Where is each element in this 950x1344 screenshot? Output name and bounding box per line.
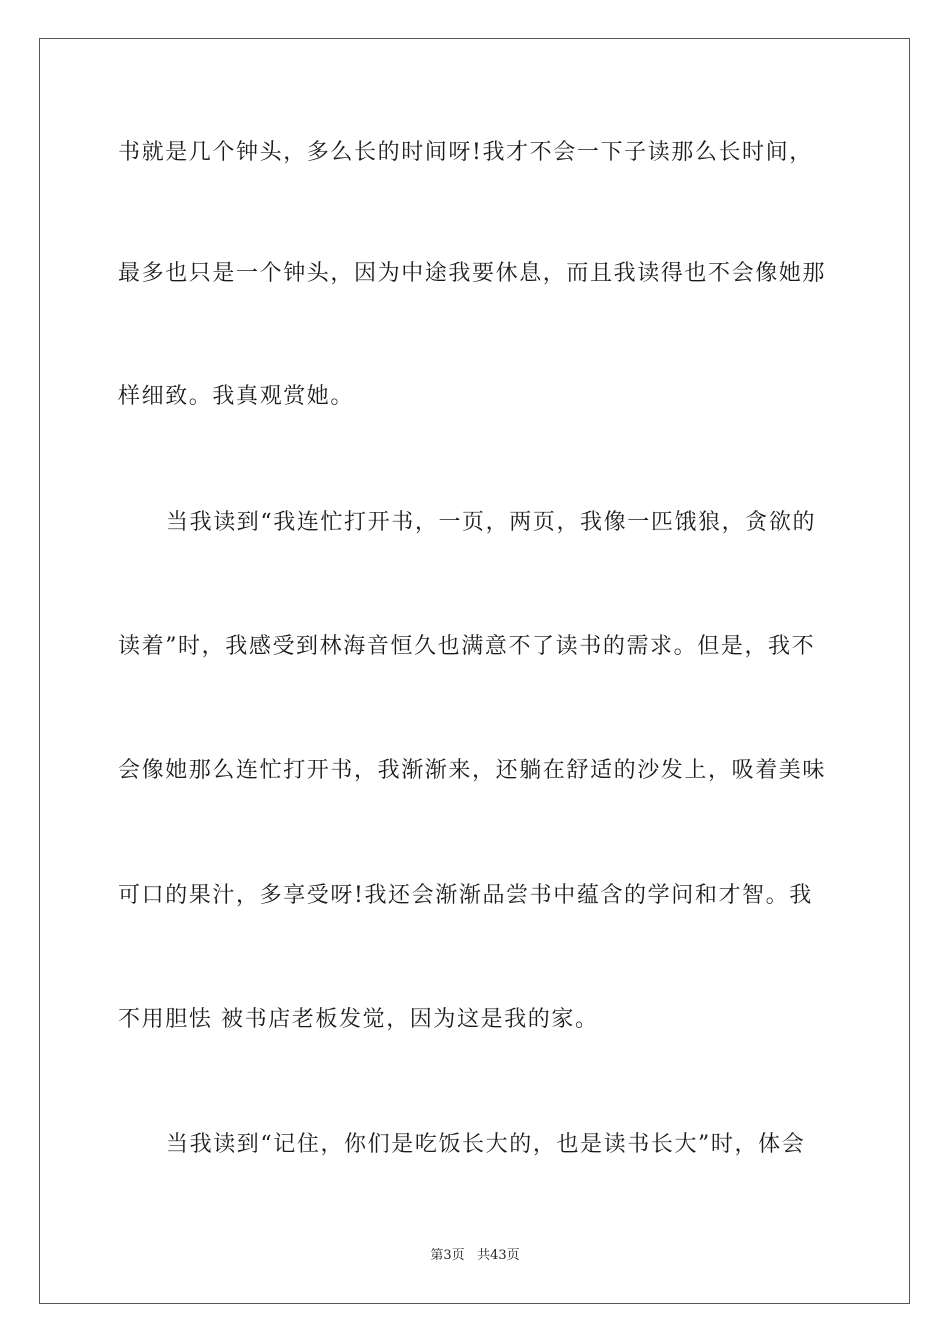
paragraph-line-8: 不用胆怯 被书店老板发觉，因为这是我的家。 <box>118 1007 599 1032</box>
paragraph-line-6: 会像她那么连忙打开书，我渐渐来，还躺在舒适的沙发上，吸着美味 <box>118 758 827 783</box>
paragraph-line-1: 书就是几个钟头，多么长的时间呀!我才不会一下子读那么长时间， <box>118 140 813 165</box>
paragraph-line-2: 最多也只是一个钟头，因为中途我要休息，而且我读得也不会像她那 <box>118 261 827 286</box>
paragraph-line-3: 样细致。我真观赏她。 <box>118 384 355 409</box>
page-total: 共43页 <box>477 1248 520 1263</box>
page-border <box>39 38 910 1304</box>
paragraph-line-7: 可口的果汁，多享受呀!我还会渐渐品尝书中蕴含的学问和才智。我 <box>118 883 813 908</box>
page-number: 第3页 <box>430 1248 465 1263</box>
paragraph-line-9: 当我读到“记住，你们是吃饭长大的，也是读书长大”时，体会 <box>166 1132 806 1157</box>
paragraph-line-5: 读着”时，我感受到林海音恒久也满意不了读书的需求。但是，我不 <box>118 634 816 659</box>
paragraph-line-4: 当我读到“我连忙打开书，一页，两页，我像一匹饿狼，贪欲的 <box>166 510 817 535</box>
page-footer <box>0 1247 950 1265</box>
